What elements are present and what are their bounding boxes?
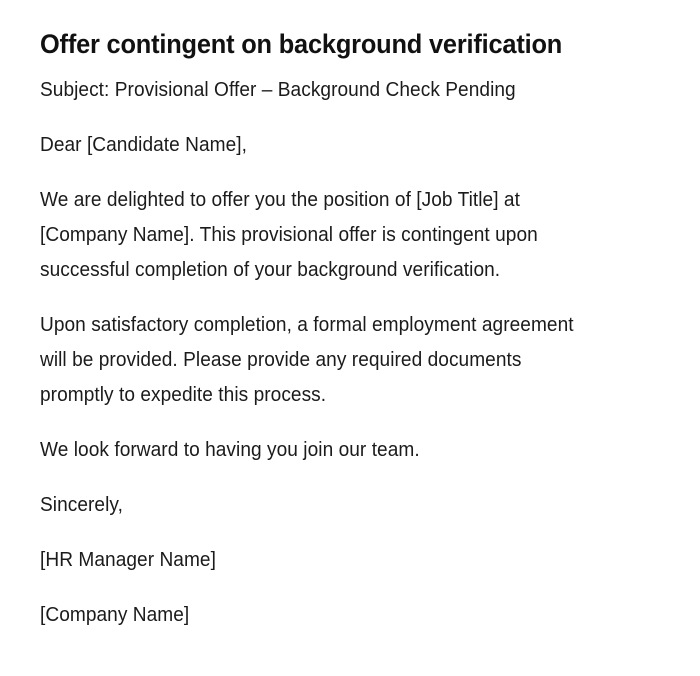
paragraph-signer-name: [HR Manager Name]	[40, 549, 216, 571]
paragraph-next-steps: Upon satisfactory completion, a formal employment agreement will be provided. Please provide any required documents promptly to expedite this process.	[40, 314, 574, 406]
page-title: Offer contingent on background verification	[40, 29, 563, 59]
paragraph-offer-body: We are delighted to offer you the position of [Job Title] at [Company Name]. This provisional offer is contingent upon successful completion of your background verification.	[40, 189, 538, 281]
letter-body	[40, 73, 660, 633]
paragraph-signer-company: [Company Name]	[40, 604, 190, 626]
paragraph-closing-statement: We look forward to having you join our team.	[40, 439, 420, 461]
paragraph-salutation: Dear [Candidate Name],	[40, 134, 248, 156]
paragraph-subject: Subject: Provisional Offer – Background Check Pending	[40, 79, 516, 101]
paragraph-signoff: Sincerely,	[40, 494, 123, 516]
